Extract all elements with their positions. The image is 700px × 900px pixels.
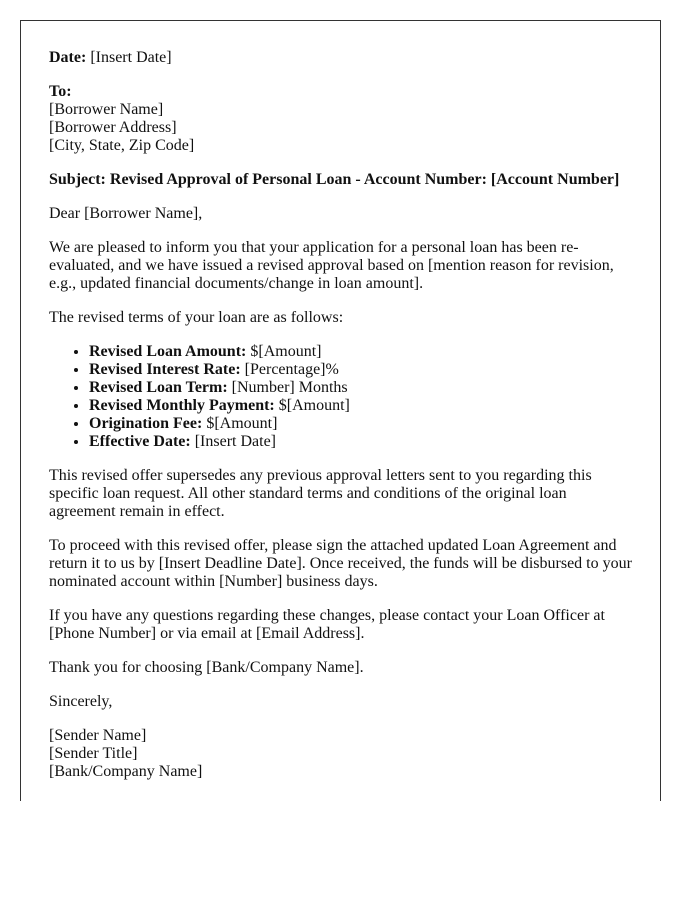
term-item [89, 397, 632, 415]
intro-paragraph: We are pleased to inform you that your application for a personal loan has been re-evaluated, and we have issued a revised approval based on [mention reason for revision, e.g., updated financial documents/change in loan amount]. [49, 239, 614, 292]
signature-block [49, 727, 632, 781]
term-label: Origination Fee: [89, 415, 203, 432]
date-label: Date: [49, 49, 87, 66]
subject-line [49, 171, 632, 189]
term-value: $[Amount] [250, 343, 322, 360]
date-value: [Insert Date] [90, 49, 172, 66]
sender-company: [Bank/Company Name] [49, 763, 203, 780]
recipient-address: [Borrower Address] [49, 119, 177, 136]
term-item [89, 433, 632, 451]
sender-title: [Sender Title] [49, 745, 138, 762]
recipient-city-state-zip: [City, State, Zip Code] [49, 137, 195, 154]
term-label: Revised Interest Rate: [89, 361, 241, 378]
term-item [89, 379, 632, 397]
sender-name: [Sender Name] [49, 727, 147, 744]
term-value: $[Amount] [278, 397, 350, 414]
supersedes-paragraph: This revised offer supersedes any previous approval letters sent to you regarding this specific loan request. All other standard terms and conditions of the original loan agreement remain in effect. [49, 467, 592, 520]
recipient-name: [Borrower Name] [49, 101, 164, 118]
term-label: Revised Monthly Payment: [89, 397, 275, 414]
salutation: Dear [Borrower Name], [49, 205, 203, 222]
term-label: Revised Loan Term: [89, 379, 228, 396]
term-value: [Number] Months [231, 379, 348, 396]
questions-paragraph: If you have any questions regarding these changes, please contact your Loan Officer at [Phone Number] or via email at [Email Address]. [49, 607, 605, 642]
recipient-block [49, 83, 632, 155]
recipient-label: To: [49, 83, 72, 100]
term-value: $[Amount] [206, 415, 278, 432]
letter-document [20, 20, 661, 801]
closing: Sincerely, [49, 693, 113, 710]
term-value: [Percentage]% [244, 361, 339, 378]
term-value: [Insert Date] [194, 433, 277, 450]
subject-text: Subject: Revised Approval of Personal Loan - Account Number: [Account Number] [49, 171, 620, 188]
proceed-paragraph: To proceed with this revised offer, please sign the attached updated Loan Agreement and return it to us by [Insert Deadline Date]. Once received, the funds will be disbursed to your nominated account within [Number] business days. [49, 537, 632, 590]
term-label: Effective Date: [89, 433, 191, 450]
term-item [89, 415, 632, 433]
thanks-paragraph: Thank you for choosing [Bank/Company Name]. [49, 659, 364, 676]
term-item [89, 361, 632, 379]
term-label: Revised Loan Amount: [89, 343, 247, 360]
date-line [49, 49, 632, 67]
term-item [89, 343, 632, 361]
terms-intro: The revised terms of your loan are as follows: [49, 309, 344, 326]
terms-list [49, 343, 632, 451]
